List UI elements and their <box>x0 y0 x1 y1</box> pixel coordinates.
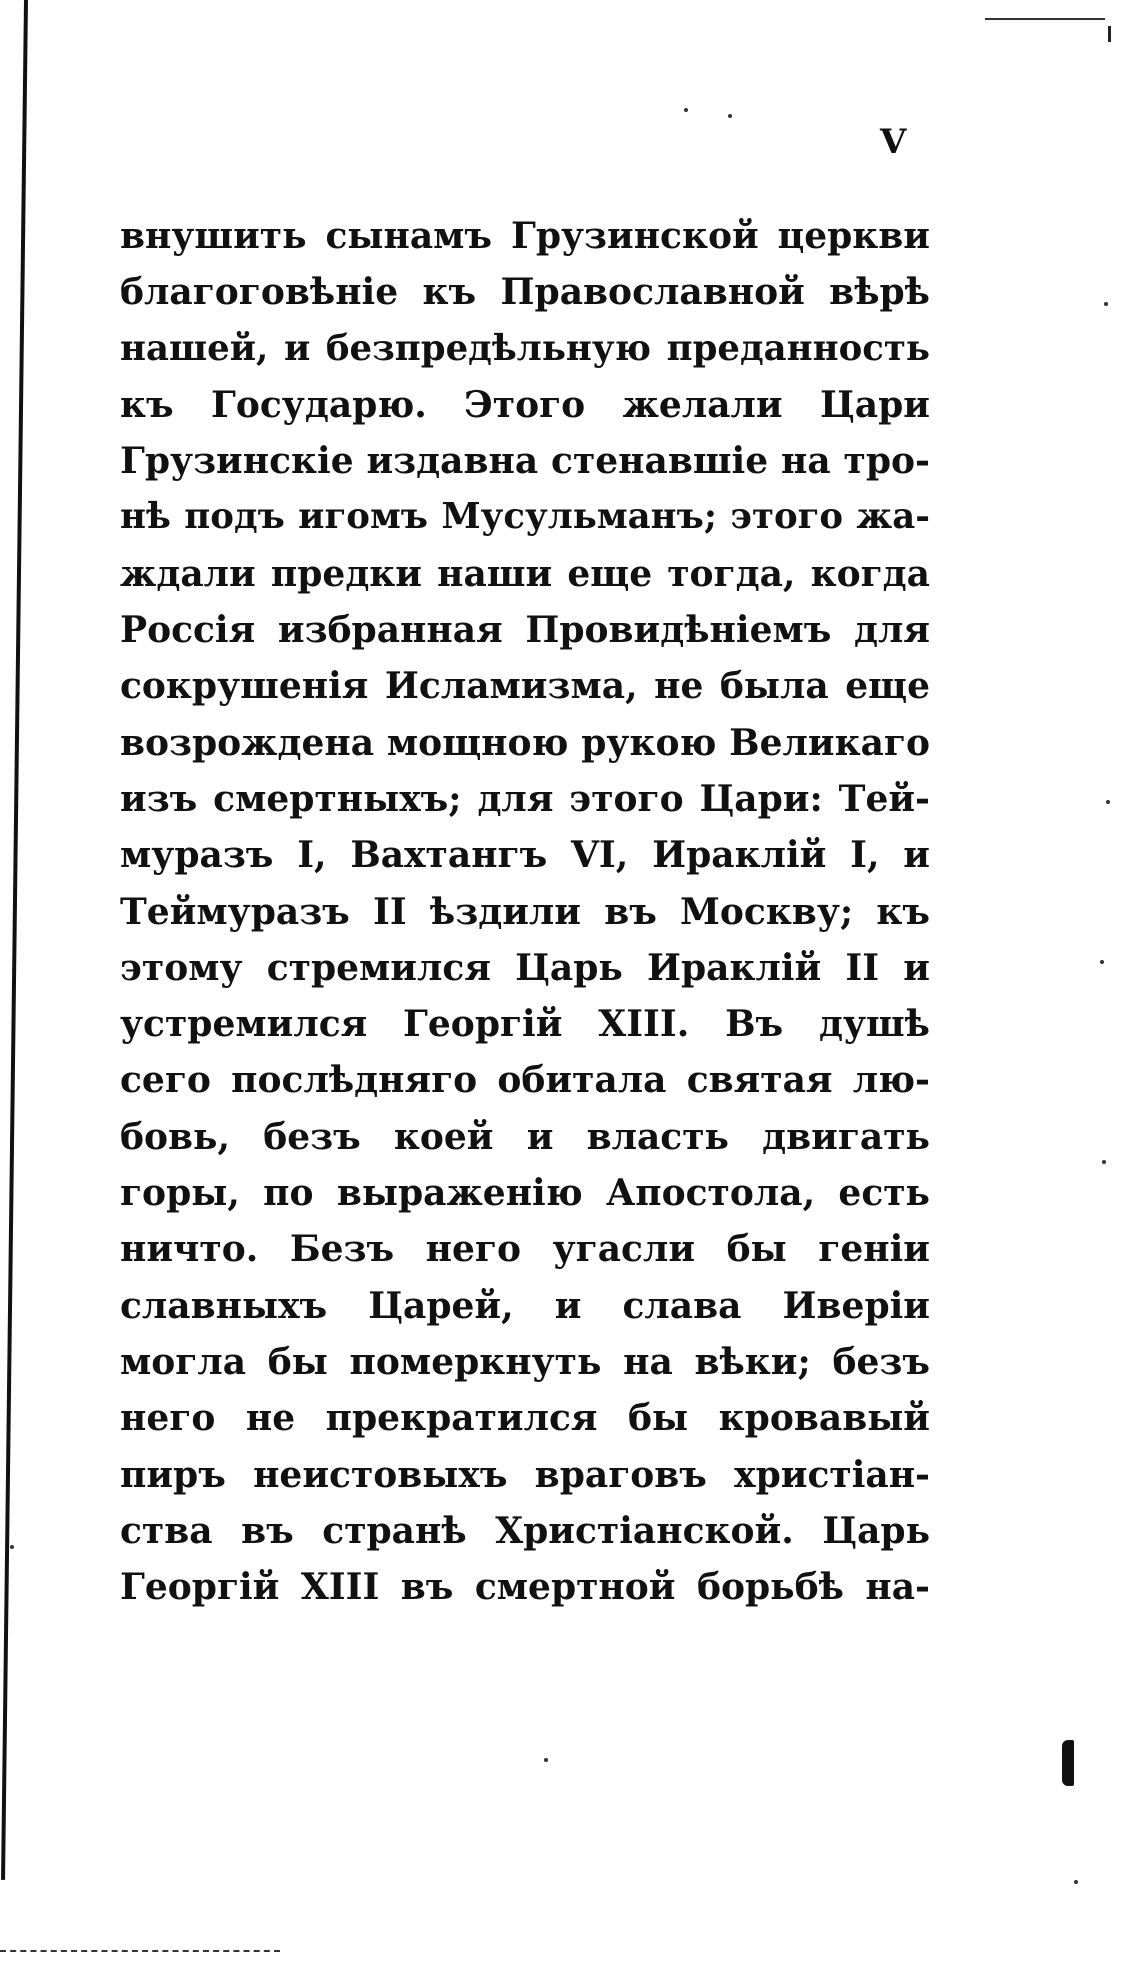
text-line: горы, по выраженію Апостола, есть <box>120 1172 930 1215</box>
scan-speck <box>728 114 732 118</box>
scan-ink-blot <box>1062 1740 1074 1786</box>
scan-speck <box>1074 1880 1078 1884</box>
text-line: внушить сынамъ Грузинской церкви <box>120 215 930 257</box>
text-line: Георгій XIII въ смертной борьбѣ на- <box>120 1566 930 1609</box>
body-text <box>120 208 930 1615</box>
text-line: къ Государю. Этого желали Цари <box>120 383 930 426</box>
scan-speck <box>684 108 688 112</box>
scan-speck <box>10 1545 14 1549</box>
text-line: ства въ странѣ Христіанской. Царь <box>120 1509 930 1552</box>
text-line: Теймуразъ II ѣздили въ Москву; къ <box>120 890 930 933</box>
text-line: бовь, безъ коей и власть двигать <box>120 1115 930 1158</box>
text-line: него не прекратился бы кровавый <box>120 1397 930 1440</box>
text-line: изъ смертныхъ; для этого Цари: Тей- <box>120 777 930 820</box>
scan-top-edge <box>985 18 1105 20</box>
text-line: нашей, и безпредѣльную преданность <box>120 327 930 369</box>
text-line: ждали предки наши еще тогда, когда <box>120 552 930 595</box>
text-line: славныхъ Царей, и слава Иверіи <box>120 1284 930 1327</box>
text-line: Грузинскіе издавна стенавшіе на тро- <box>120 440 930 483</box>
scan-left-edge <box>1 0 28 1880</box>
text-line: ничто. Безъ него угасли бы геніи <box>120 1228 930 1271</box>
text-line: благоговѣніе къ Православной вѣрѣ <box>120 271 930 314</box>
text-line: сего послѣдняго обитала святая лю- <box>120 1059 930 1102</box>
text-line: Россія избранная Провидѣніемъ для <box>120 609 930 652</box>
text-line: муразъ I, Вахтангъ VI, Ираклій I, и <box>120 834 930 877</box>
scan-speck <box>1102 1160 1106 1164</box>
text-line: пиръ неистовыхъ враговъ христіан- <box>120 1453 930 1496</box>
text-line: возрождена мощною рукою Великаго <box>120 721 930 764</box>
text-line: этому стремился Царь Ираклій II и <box>120 946 930 989</box>
scan-edge-mark <box>1108 26 1111 42</box>
text-line: нѣ подъ игомъ Мусульманъ; этого жа- <box>120 496 930 538</box>
scan-speck <box>1106 800 1110 804</box>
scan-bottom-edge <box>0 1950 280 1952</box>
scan-speck <box>544 1758 548 1762</box>
scan-speck <box>1104 302 1108 306</box>
page-number: V <box>880 122 907 162</box>
text-line: сокрушенія Исламизма, не была еще <box>120 665 930 708</box>
scan-speck <box>1100 960 1104 964</box>
text-line: могла бы померкнуть на вѣки; безъ <box>120 1340 930 1383</box>
text-line: устремился Георгій XIII. Въ душѣ <box>120 1003 930 1046</box>
